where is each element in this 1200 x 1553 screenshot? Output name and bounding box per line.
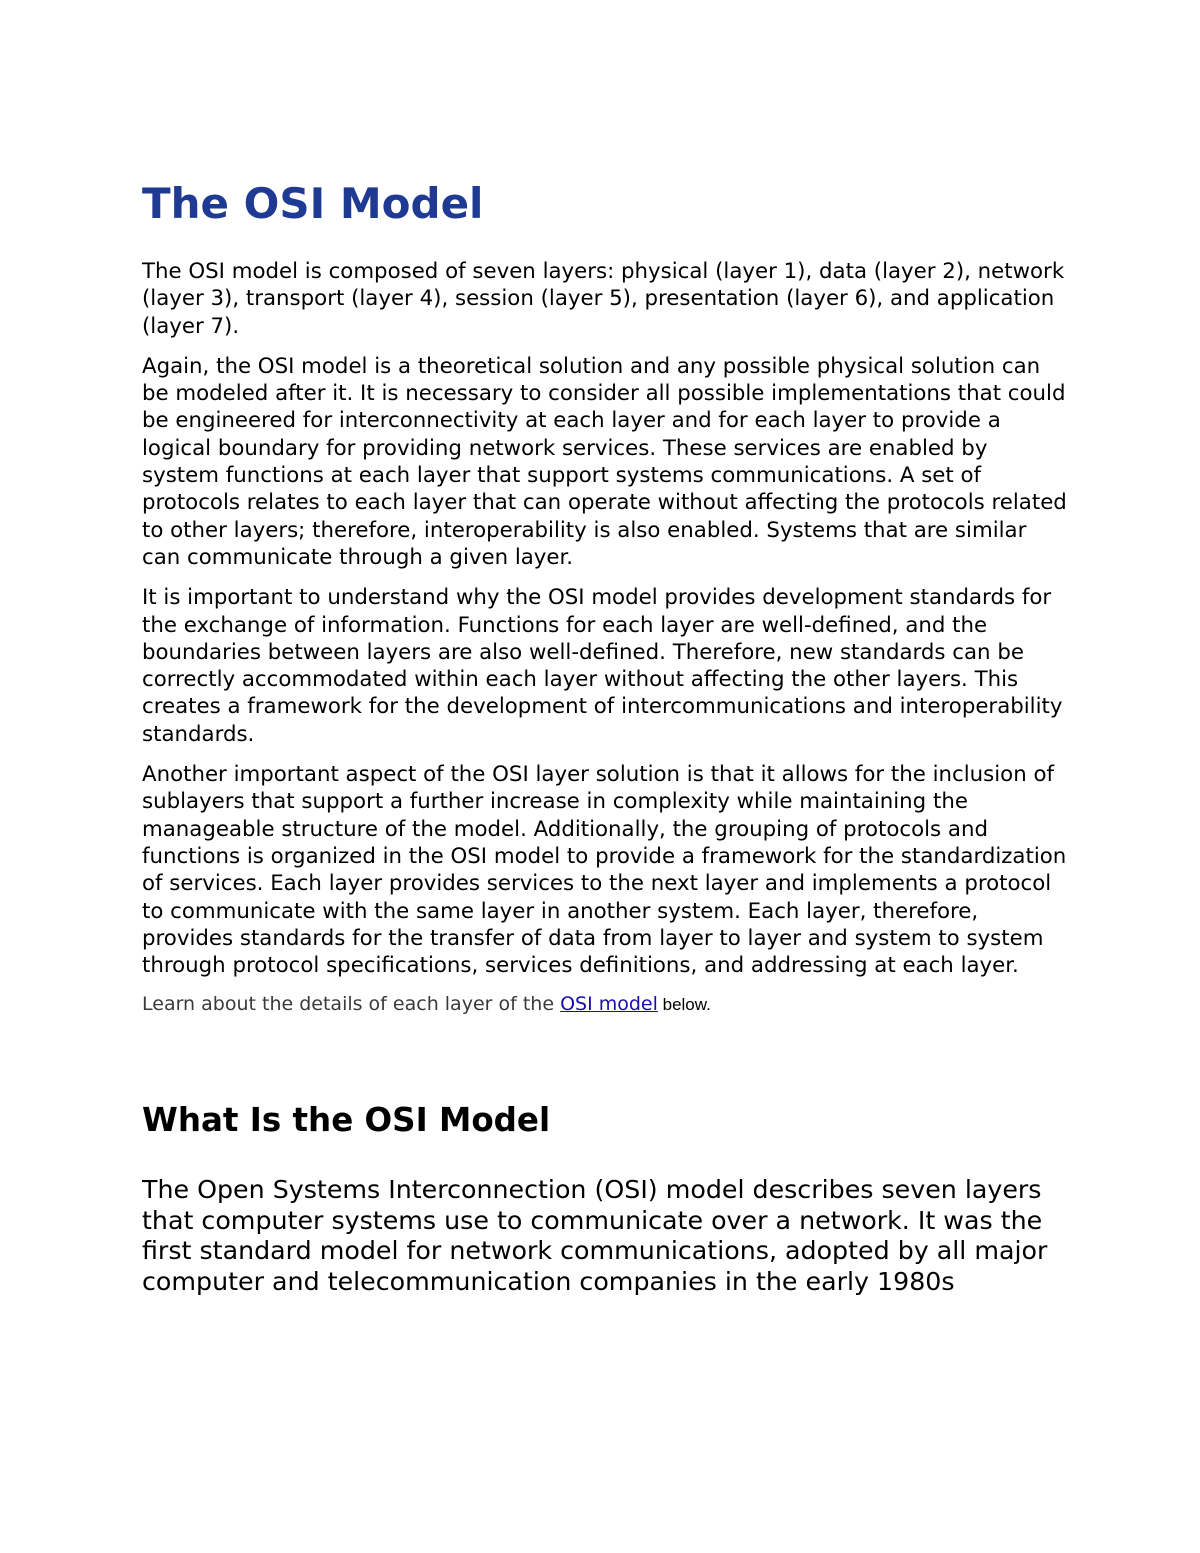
learn-more-line bbox=[142, 992, 1067, 1017]
osi-model-link[interactable]: OSI model bbox=[560, 993, 658, 1016]
paragraph-layers-list: The OSI model is composed of seven layers: physical (layer 1), data (layer 2), network (layer 3), transport (layer 4), session (layer 5), presentation (layer 6), and application (layer 7). bbox=[142, 259, 1065, 339]
section-paragraph: The Open Systems Interconnection (OSI) model describes seven layers that computer systems use to communicate over a network. It was the first standard model for network communications, adopted by all major computer and telecommunication companies in the early 1980s bbox=[142, 1175, 1048, 1296]
paragraph-theoretical-solution: Again, the OSI model is a theoretical solution and any possible physical solution can be modeled after it. It is necessary to consider all possible implementations that could be engineered for interconnectivity at each layer and for each layer to provide a logical boundary for providing network services. These services are enabled by system functions at each layer that support systems communications. A set of protocols relates to each layer that can operate without affecting the protocols related to other layers; therefore, interoperability is also enabled. Systems that are similar can communicate through a given layer. bbox=[142, 353, 1067, 570]
learn-more-tail: below. bbox=[657, 995, 711, 1015]
document-body bbox=[142, 258, 1067, 1017]
paragraph-sublayers: Another important aspect of the OSI layer solution is that it allows for the inclusion of sublayers that support a further increase in complexity while maintaining the manageable structure of the model. Additionally, the grouping of protocols and functions is organized in the OSI model to provide a framework for the standardization of services. Each layer provides services to the next layer and implements a protocol to communicate with the same layer in another system. Each layer, therefore, provides standards for the transfer of data from layer to layer and system to system through protocol specifications, services definitions, and addressing at each layer. bbox=[142, 762, 1067, 979]
page-title: The OSI Model bbox=[142, 179, 484, 228]
learn-more-lead: Learn about the details of each layer of the bbox=[142, 993, 561, 1016]
section-heading: What Is the OSI Model bbox=[142, 1101, 551, 1139]
paragraph-development-standards: It is important to understand why the OSI model provides development standards for the exchange of information. Functions for each layer are well-defined, and the boundaries between layers are also well-defined. Therefore, new standards can be correctly accommodated within each layer without affecting the other layers. This creates a framework for the development of intercommunications and interoperability standards. bbox=[142, 585, 1063, 747]
